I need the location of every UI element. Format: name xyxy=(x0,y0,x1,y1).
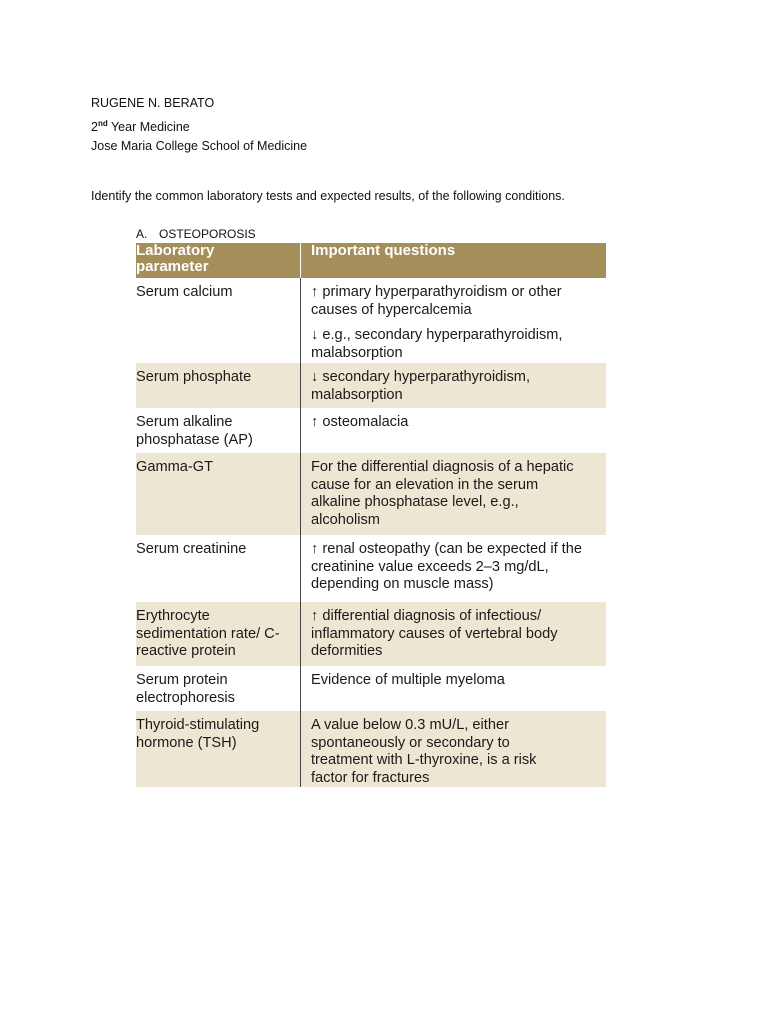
column-header-parameter-text: Laboratory parameter xyxy=(136,242,215,275)
year-level xyxy=(91,114,307,138)
row-question: ↑ osteomalacia xyxy=(311,414,409,430)
table-row xyxy=(136,453,606,535)
row-question: ↓ e.g., secondary hyperparathyroidism, malabsorption xyxy=(311,327,563,361)
row-question: Evidence of multiple myeloma xyxy=(311,672,505,688)
row-question: A value below 0.3 mU/L, either spontaneously or secondary to treatment with L-thyroxine, is a risk factor for fractures xyxy=(311,717,537,786)
row-parameter: Gamma-GT xyxy=(136,459,214,475)
table-header-row xyxy=(136,243,606,278)
row-parameter: Serum protein electrophoresis xyxy=(136,672,235,706)
school-name: Jose Maria College School of Medicine xyxy=(91,139,308,153)
row-parameter: Serum alkaline phosphatase (AP) xyxy=(136,414,253,448)
year-suffix: nd xyxy=(97,118,108,128)
table-row xyxy=(136,408,606,453)
table-row xyxy=(136,363,606,408)
lab-table xyxy=(136,243,606,787)
column-header-parameter xyxy=(136,243,301,278)
row-question: ↑ primary hyperparathyroidism or other causes of hypercalcemia xyxy=(311,284,562,318)
table-row xyxy=(136,666,606,711)
row-parameter: Thyroid-stimulating hormone (TSH) xyxy=(136,717,260,751)
row-parameter: Serum phosphate xyxy=(136,369,252,385)
section-heading xyxy=(136,227,256,241)
author-name: RUGENE N. BERATO xyxy=(91,96,215,110)
row-question: For the differential diagnosis of a hepatic cause for an elevation in the serum alkaline phosphatase level, e.g., alcoholism xyxy=(311,459,574,528)
row-question: ↓ secondary hyperparathyroidism, malabsorption xyxy=(311,369,531,403)
row-parameter: Serum calcium xyxy=(136,284,233,300)
column-header-questions: Important questions xyxy=(301,243,607,278)
section-letter: A. xyxy=(136,227,148,241)
table-row xyxy=(136,535,606,602)
instruction-text: Identify the common laboratory tests and expected results, of the following conditions. xyxy=(91,189,565,203)
row-question: ↑ differential diagnosis of infectious/ inflammatory causes of vertebral body deformities xyxy=(311,608,558,659)
author-block xyxy=(91,94,307,157)
year-number: 2 xyxy=(91,119,98,134)
year-text: Year Medicine xyxy=(107,119,190,134)
table-row xyxy=(136,711,606,787)
row-parameter: Serum creatinine xyxy=(136,541,247,557)
table-row xyxy=(136,278,606,363)
row-question: ↑ renal osteopathy (can be expected if the creatinine value exceeds 2–3 mg/dL, depending on muscle mass) xyxy=(311,541,582,592)
section-title: OSTEOPOROSIS xyxy=(159,227,256,241)
table-row xyxy=(136,602,606,666)
row-parameter: Erythrocyte sedimentation rate/ C-reactive protein xyxy=(136,608,280,659)
